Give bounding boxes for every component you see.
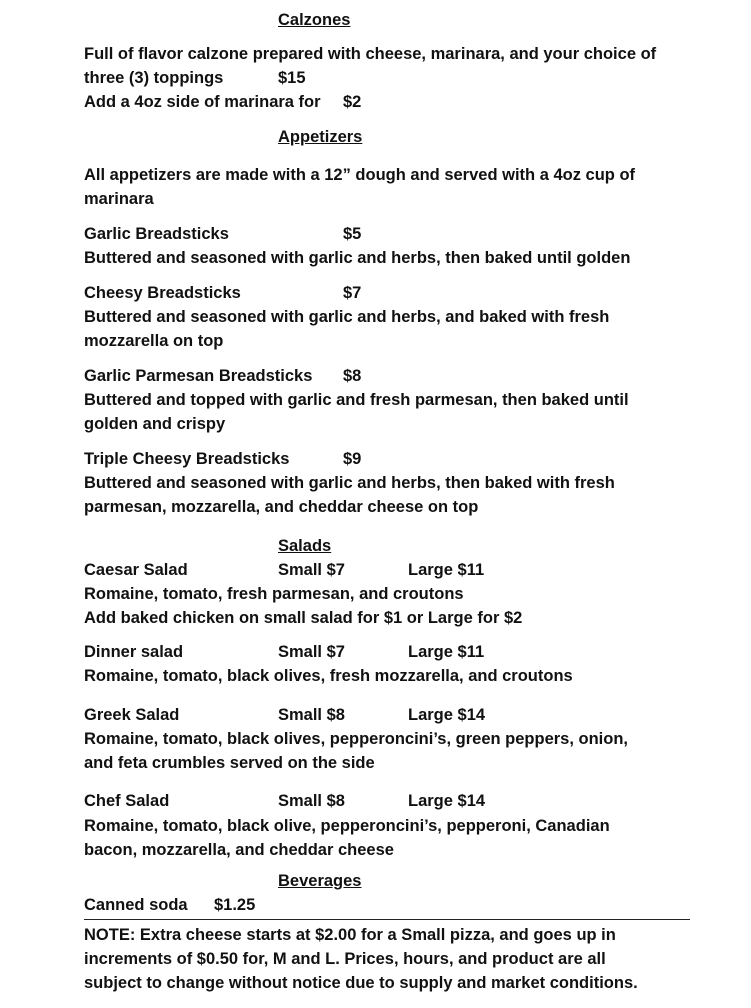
appetizers-heading: Appetizers <box>278 128 363 146</box>
beverage-price: $1.25 <box>214 896 256 914</box>
menu-item-price: $9 <box>343 450 362 468</box>
appetizers-intro-line: All appetizers are made with a 12” dough and served with a 4oz cup of <box>84 166 636 184</box>
beverages-heading: Beverages <box>278 872 362 890</box>
appetizers-intro-line: marinara <box>84 190 154 208</box>
menu-item-name: Triple Cheesy Breadsticks <box>84 450 290 468</box>
calzones-toppings-text: three (3) toppings <box>84 69 224 87</box>
salad-desc: and feta crumbles served on the side <box>84 754 375 772</box>
menu-item-desc: Buttered and seasoned with garlic and herbs, then baked with fresh <box>84 474 615 492</box>
salad-name: Dinner salad <box>84 643 184 661</box>
salad-desc: bacon, mozzarella, and cheddar cheese <box>84 841 394 859</box>
menu-item-name: Garlic Parmesan Breadsticks <box>84 367 313 385</box>
salad-desc: Add baked chicken on small salad for $1 or Large for $2 <box>84 609 523 627</box>
menu-item-desc: parmesan, mozzarella, and cheddar cheese on top <box>84 498 479 516</box>
menu-item-desc: Buttered and topped with garlic and fresh parmesan, then baked until <box>84 391 629 409</box>
salad-large-price: Large $11 <box>408 643 485 661</box>
salad-small-price: Small $7 <box>278 561 345 579</box>
salad-desc: Romaine, tomato, black olives, fresh mozzarella, and croutons <box>84 667 573 685</box>
salad-small-price: Small $8 <box>278 706 345 724</box>
salad-large-price: Large $11 <box>408 561 485 579</box>
calzones-heading: Calzones <box>278 11 351 29</box>
salad-name: Caesar Salad <box>84 561 188 579</box>
menu-item-name: Garlic Breadsticks <box>84 225 229 243</box>
divider-line <box>84 919 690 920</box>
menu-item-name: Cheesy Breadsticks <box>84 284 241 302</box>
salad-name: Greek Salad <box>84 706 180 724</box>
salad-desc: Romaine, tomato, fresh parmesan, and croutons <box>84 585 464 603</box>
menu-item-desc: mozzarella on top <box>84 332 224 350</box>
salad-small-price: Small $8 <box>278 792 345 810</box>
note-line: NOTE: Extra cheese starts at $2.00 for a Small pizza, and goes up in <box>84 926 616 944</box>
marinara-side-price: $2 <box>343 93 362 111</box>
salad-name: Chef Salad <box>84 792 170 810</box>
menu-item-price: $8 <box>343 367 362 385</box>
menu-item-price: $5 <box>343 225 362 243</box>
calzones-price: $15 <box>278 69 306 87</box>
menu-item-desc: Buttered and seasoned with garlic and herbs, and baked with fresh <box>84 308 610 326</box>
note-line: increments of $0.50 for, M and L. Prices, hours, and product are all <box>84 950 606 968</box>
salad-desc: Romaine, tomato, black olives, pepperoncini’s, green peppers, onion, <box>84 730 629 748</box>
salad-small-price: Small $7 <box>278 643 345 661</box>
marinara-side-text: Add a 4oz side of marinara for <box>84 93 321 111</box>
calzones-desc-line: Full of flavor calzone prepared with cheese, marinara, and your choice of <box>84 45 657 63</box>
note-line: subject to change without notice due to supply and market conditions. <box>84 974 638 992</box>
menu-item-price: $7 <box>343 284 362 302</box>
menu-item-desc: Buttered and seasoned with garlic and herbs, then baked until golden <box>84 249 631 267</box>
salad-large-price: Large $14 <box>408 706 486 724</box>
salad-desc: Romaine, tomato, black olive, pepperoncini’s, pepperoni, Canadian <box>84 817 610 835</box>
salads-heading: Salads <box>278 537 332 555</box>
salad-large-price: Large $14 <box>408 792 486 810</box>
menu-item-desc: golden and crispy <box>84 415 226 433</box>
beverage-name: Canned soda <box>84 896 188 914</box>
